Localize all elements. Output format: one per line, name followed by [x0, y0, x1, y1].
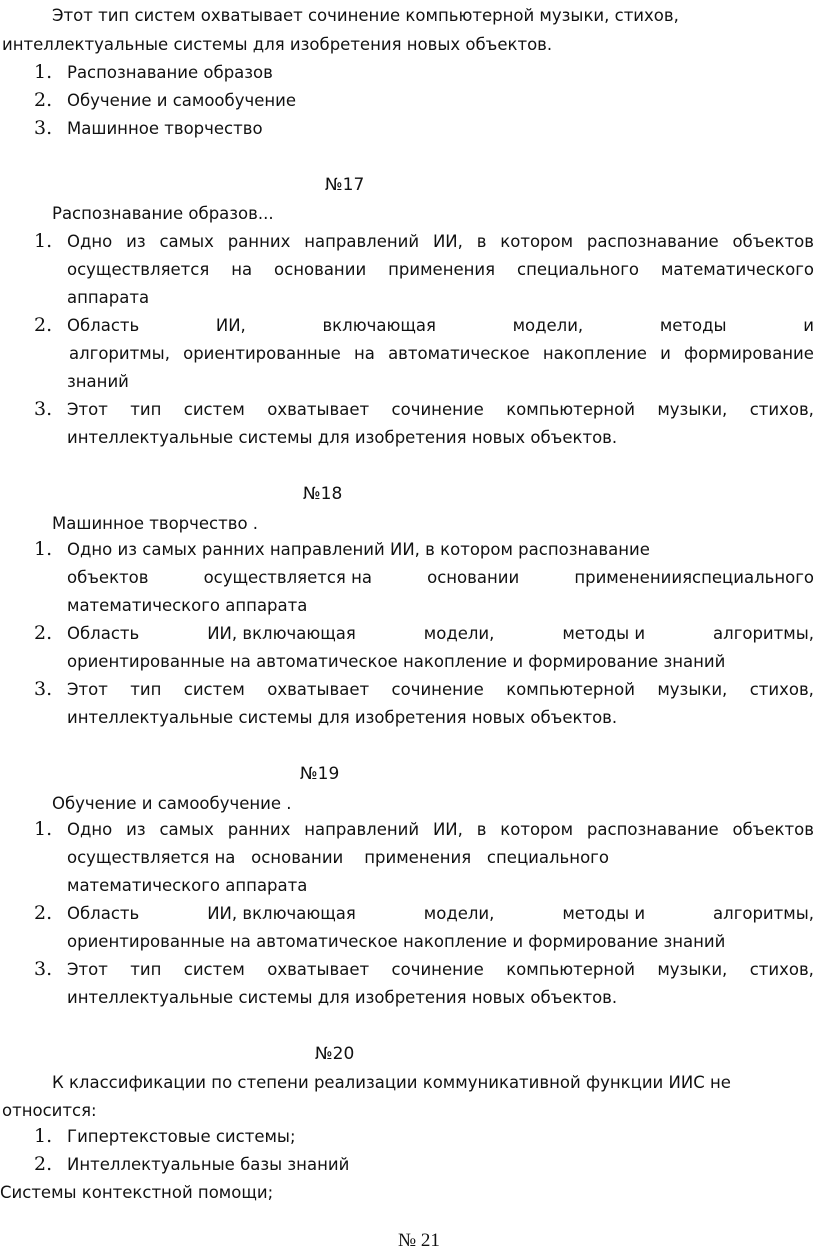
word: методы: [659, 316, 727, 335]
word: самых: [159, 820, 214, 839]
word: музыки,: [657, 400, 728, 419]
word: Этот: [67, 680, 108, 699]
answer-20-3: Системы контекстной помощи;: [0, 1183, 274, 1202]
word: алгоритмы,: [713, 624, 814, 643]
answer-17-2-line-2: [69, 344, 814, 363]
answer-20-2: Интеллектуальные базы знаний: [67, 1155, 350, 1174]
word: применениияспециального: [574, 568, 814, 587]
word: котором: [500, 820, 574, 839]
answer-18-2-line-1: [67, 624, 814, 643]
word: модели,: [512, 316, 584, 335]
answer-19-3-line-1: [67, 960, 814, 979]
list-marker: 1.: [34, 538, 53, 560]
word: компьютерной: [506, 400, 635, 419]
word: и: [803, 316, 814, 335]
word: компьютерной: [506, 960, 635, 979]
word: тип: [130, 400, 162, 419]
word: модели,: [423, 624, 495, 643]
question-number: №19: [300, 764, 340, 784]
answer-19-3-line-2: интеллектуальные системы для изобретения новых объектов.: [67, 988, 618, 1007]
list-marker: 2.: [34, 622, 53, 644]
list-marker: 1.: [34, 61, 53, 83]
list-marker: 2.: [34, 314, 53, 336]
question-text-line-1: К классификации по степени реализации коммуникативной функции ИИС не: [52, 1073, 731, 1092]
answer-17-2-line-1: [67, 316, 814, 335]
word: осуществляется: [67, 260, 210, 279]
word: и: [660, 344, 671, 363]
answer-17-2-line-3: знаний: [67, 372, 129, 391]
answer-17-1-line-1: [67, 232, 814, 251]
word: математического: [660, 260, 814, 279]
list-marker: 2.: [34, 89, 53, 111]
answer-18-1-line-3: математического аппарата: [67, 596, 308, 615]
word: распознавание: [586, 820, 719, 839]
word: стихов,: [749, 680, 814, 699]
word: систем: [183, 680, 245, 699]
word: ИИ,: [432, 820, 463, 839]
word: основании: [427, 568, 520, 587]
question-number: №17: [325, 175, 365, 195]
answer-19-1-line-2: осуществляется на основании применения специального: [67, 848, 609, 867]
question-number: №20: [315, 1044, 355, 1064]
word: систем: [183, 400, 245, 419]
word: ИИ,: [432, 232, 463, 251]
answer-17-3-line-1: [67, 400, 814, 419]
word: Область: [67, 904, 140, 923]
list-marker: 3.: [34, 117, 53, 139]
intro-item-2: Обучение и самообучение: [67, 91, 297, 110]
word: ранних: [227, 232, 291, 251]
word: осуществляется на: [203, 568, 372, 587]
word: на: [231, 260, 253, 279]
word: направлений: [304, 820, 420, 839]
word: автоматическое: [388, 344, 530, 363]
question-text: Обучение и самообучение .: [52, 794, 292, 813]
word: Этот: [67, 960, 108, 979]
intro-line-2: интеллектуальные системы для изобретения новых объектов.: [2, 35, 553, 54]
word: охватывает: [267, 680, 370, 699]
answer-18-1-line-2: [67, 568, 814, 587]
intro-item-1: Распознавание образов: [67, 63, 273, 82]
word: ИИ,: [215, 316, 246, 335]
answer-17-1-line-3: аппарата: [67, 288, 150, 307]
word: сочинение: [391, 680, 484, 699]
word: объектов: [732, 232, 814, 251]
answer-18-3-line-1: [67, 680, 814, 699]
word: из: [126, 232, 146, 251]
word: включающая: [322, 316, 436, 335]
word: систем: [183, 960, 245, 979]
question-text-line-2: относится:: [2, 1101, 97, 1120]
word: Одно: [67, 820, 113, 839]
word: охватывает: [267, 960, 370, 979]
word: на: [354, 344, 375, 363]
list-marker: 3.: [34, 678, 53, 700]
answer-18-1-line-1: Одно из самых ранних направлений ИИ, в котором распознавание: [67, 540, 650, 559]
word: распознавание: [586, 232, 719, 251]
word: объектов: [67, 568, 149, 587]
word: применения: [388, 260, 496, 279]
word: музыки,: [657, 960, 728, 979]
word: музыки,: [657, 680, 728, 699]
answer-19-2-line-2: ориентированные на автоматическое накопление и формирование знаний: [67, 932, 726, 951]
answer-19-1-line-1: [67, 820, 814, 839]
intro-item-3: Машинное творчество: [67, 119, 263, 138]
word: объектов: [732, 820, 814, 839]
word: сочинение: [391, 400, 484, 419]
list-marker: 3.: [34, 958, 53, 980]
word: модели,: [423, 904, 495, 923]
word: тип: [130, 960, 162, 979]
question-text: Машинное творчество .: [52, 514, 259, 533]
word: в: [476, 820, 487, 839]
word: ИИ, включающая: [207, 624, 356, 643]
answer-18-3-line-2: интеллектуальные системы для изобретения новых объектов.: [67, 708, 618, 727]
list-marker: 3.: [34, 398, 53, 420]
word: Область: [67, 624, 140, 643]
word: ранних: [227, 820, 291, 839]
question-number: № 21: [398, 1230, 440, 1251]
word: методы и: [562, 624, 646, 643]
word: Одно: [67, 232, 113, 251]
word: накопление: [542, 344, 647, 363]
list-marker: 1.: [34, 1125, 53, 1147]
answer-17-1-line-2: [67, 260, 814, 279]
word: направлений: [304, 232, 420, 251]
word: охватывает: [267, 400, 370, 419]
list-marker: 1.: [34, 230, 53, 252]
word: сочинение: [391, 960, 484, 979]
word: в: [476, 232, 487, 251]
word: Этот: [67, 400, 108, 419]
word: котором: [500, 232, 574, 251]
word: Область: [67, 316, 140, 335]
word: алгоритмы,: [69, 344, 170, 363]
answer-19-1-line-3: математического аппарата: [67, 876, 308, 895]
word: стихов,: [749, 960, 814, 979]
word: алгоритмы,: [713, 904, 814, 923]
word: основании: [274, 260, 367, 279]
answer-19-2-line-1: [67, 904, 814, 923]
list-marker: 1.: [34, 818, 53, 840]
answer-20-1: Гипертекстовые системы;: [67, 1127, 296, 1146]
answer-18-2-line-2: ориентированные на автоматическое накопление и формирование знаний: [67, 652, 726, 671]
word: ориентированные: [183, 344, 341, 363]
question-number: №18: [303, 484, 343, 504]
word: тип: [130, 680, 162, 699]
word: из: [126, 820, 146, 839]
answer-17-3-line-2: интеллектуальные системы для изобретения новых объектов.: [67, 428, 618, 447]
word: стихов,: [749, 400, 814, 419]
word: компьютерной: [506, 680, 635, 699]
intro-line-1: Этот тип систем охватывает сочинение компьютерной музыки, стихов,: [52, 6, 679, 25]
list-marker: 2.: [34, 1153, 53, 1175]
word: ИИ, включающая: [207, 904, 356, 923]
word: специального: [517, 260, 640, 279]
question-text: Распознавание образов...: [52, 204, 274, 223]
word: формирование: [684, 344, 814, 363]
word: самых: [159, 232, 214, 251]
word: методы и: [562, 904, 646, 923]
list-marker: 2.: [34, 902, 53, 924]
